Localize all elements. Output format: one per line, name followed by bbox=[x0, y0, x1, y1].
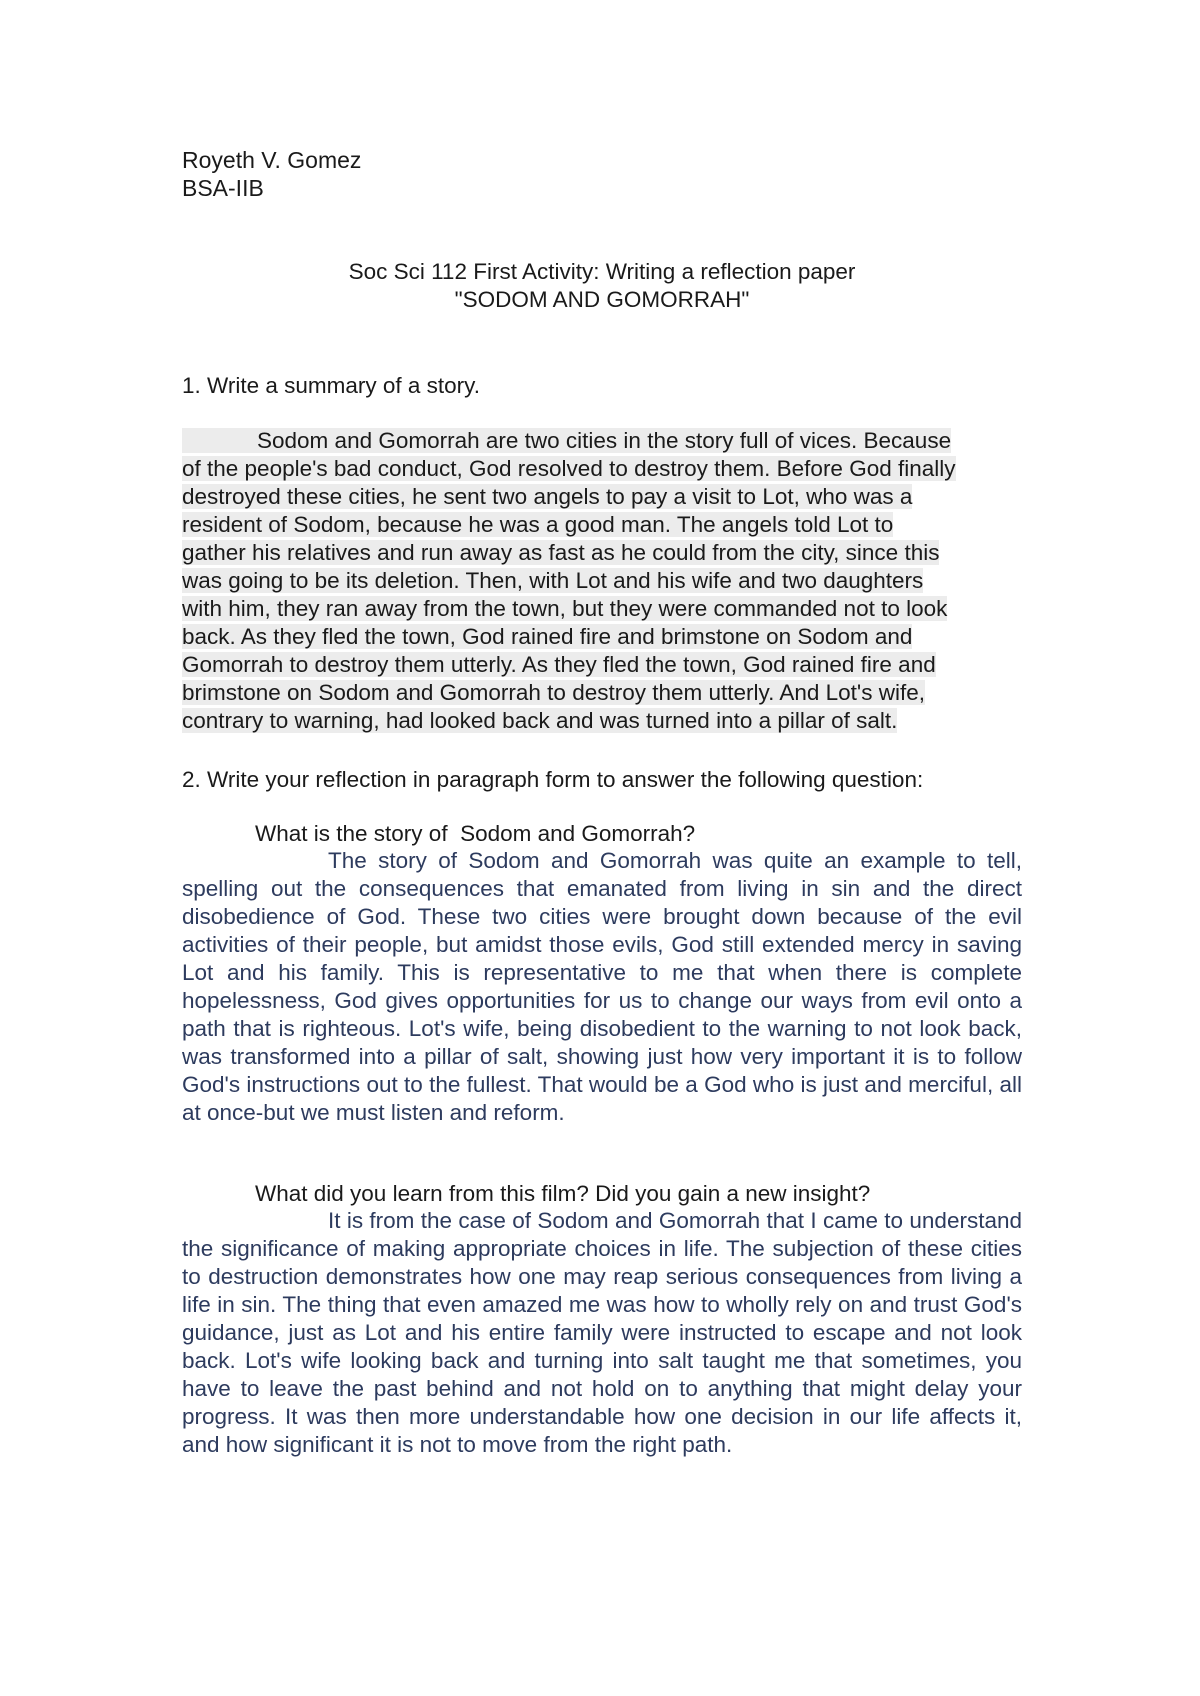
document-subtitle: "SODOM AND GOMORRAH" bbox=[454, 287, 750, 312]
summary-paragraph bbox=[182, 427, 1022, 735]
summary-line: brimstone on Sodom and Gomorrah to destroy them utterly. And Lot's wife, bbox=[182, 680, 925, 705]
summary-line: Sodom and Gomorrah are two cities in the story full of vices. Because bbox=[182, 428, 952, 453]
question-1-prompt: 1. Write a summary of a story. bbox=[182, 373, 480, 398]
summary-line: back. As they fled the town, God rained fire and brimstone on Sodom and bbox=[182, 624, 913, 649]
summary-line: destroyed these cities, he sent two angels to pay a visit to Lot, who was a bbox=[182, 484, 913, 509]
author-section: BSA-IIB bbox=[182, 175, 264, 201]
author-name: Royeth V. Gomez bbox=[182, 147, 362, 173]
summary-line: Gomorrah to destroy them utterly. As they fled the town, God rained fire and bbox=[182, 652, 936, 677]
summary-line: resident of Sodom, because he was a good man. The angels told Lot to bbox=[182, 512, 894, 537]
document-title: Soc Sci 112 First Activity: Writing a reflection paper bbox=[348, 259, 856, 284]
sub-question-1: What is the story of Sodom and Gomorrah? bbox=[255, 821, 696, 846]
summary-line: contrary to warning, had looked back and was turned into a pillar of salt. bbox=[182, 708, 898, 733]
sub-answer-1: The story of Sodom and Gomorrah was quite an example to tell, spelling out the consequences that emanated from living in sin and the direct disobedience of God. These two cities were brought down because of the evil activities of their people, but amidst those evils, God still extended mercy in saving Lot and his family. This is representative to me that when there is complete hopelessness, God gives opportunities for us to change our ways from evil onto a path that is righteous. Lot's wife, being disobedient to the warning to not look back, was transformed into a pillar of salt, showing just how very important it is to follow God's instructions out to the fullest. That would be a God who is just and merciful, all at once-but we must listen and reform. bbox=[182, 848, 1022, 1125]
sub-question-2: What did you learn from this film? Did you gain a new insight? bbox=[255, 1181, 871, 1206]
summary-line: was going to be its deletion. Then, with Lot and his wife and two daughters bbox=[182, 568, 924, 593]
sub-answer-2: It is from the case of Sodom and Gomorrah that I came to understand the significance of making appropriate choices in life. The subjection of these cities to destruction demonstrates how one may reap serious consequences from living a life in sin. The thing that even amazed me was how to wholly rely on and trust God's guidance, just as Lot and his entire family were instructed to escape and not look back. Lot's wife looking back and turning into salt taught me that sometimes, you have to leave the past behind and not hold on to anything that might delay your progress. It was then more understandable how one decision in our life affects it, and how significant it is not to move from the right path. bbox=[182, 1208, 1022, 1457]
summary-line: with him, they ran away from the town, but they were commanded not to look bbox=[182, 596, 948, 621]
question-2-prompt: 2. Write your reflection in paragraph form to answer the following question: bbox=[182, 767, 924, 792]
summary-line: of the people's bad conduct, God resolved to destroy them. Before God finally bbox=[182, 456, 956, 481]
summary-line: gather his relatives and run away as fast as he could from the city, since this bbox=[182, 540, 940, 565]
